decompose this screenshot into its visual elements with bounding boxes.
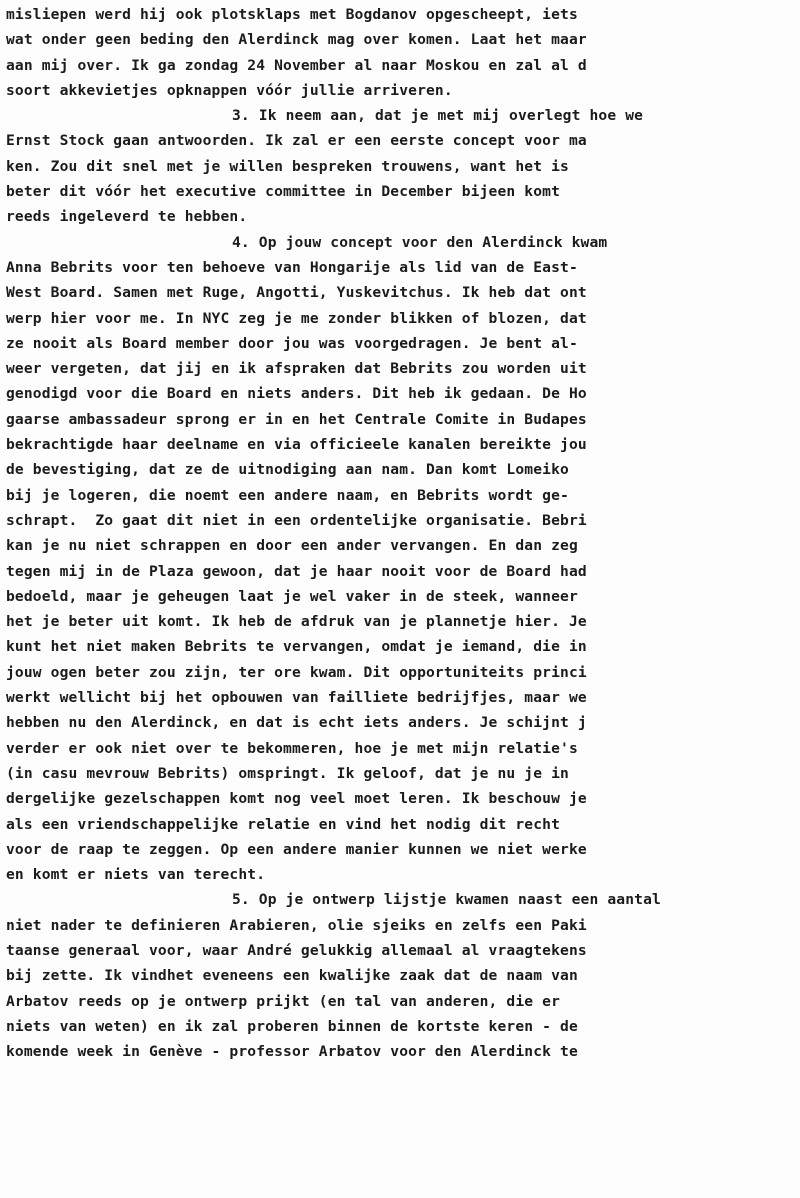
text-line: gaarse ambassadeur sprong er in en het Centrale Comite in Budapes xyxy=(6,410,587,428)
text-line: aan mij over. Ik ga zondag 24 November al naar Moskou en zal al d xyxy=(6,56,587,74)
text-line: werp hier voor me. In NYC zeg je me zonder blikken of blozen, dat xyxy=(6,309,587,327)
text-line: Arbatov reeds op je ontwerp prijkt (en tal van anderen, die er xyxy=(6,992,561,1010)
text-line: misliepen werd hij ook plotsklaps met Bogdanov opgescheept, iets xyxy=(6,6,578,23)
typescript-body xyxy=(6,2,796,1064)
text-line: kan je nu niet schrappen en door een ander vervangen. En dan zeg xyxy=(6,537,578,555)
text-line: beter dit vóór het executive committee in December bijeen komt xyxy=(6,183,561,201)
text-line: wat onder geen beding den Alerdinck mag over komen. Laat het maar xyxy=(6,31,587,49)
text-line: het je beter uit komt. Ik heb de afdruk van je plannetje hier. Je xyxy=(6,613,587,631)
text-line: bij je logeren, die noemt een andere naam, en Bebrits wordt ge- xyxy=(6,486,569,504)
text-line: taanse generaal voor, waar André gelukkig allemaal al vraagtekens xyxy=(6,941,587,959)
paragraph-start-line: 3. Ik neem aan, dat je met mij overlegt hoe we xyxy=(232,107,644,125)
text-line: West Board. Samen met Ruge, Angotti, Yuskevitchus. Ik heb dat ont xyxy=(6,284,587,302)
text-line: werkt wellicht bij het opbouwen van failliete bedrijfjes, maar we xyxy=(6,689,587,707)
text-line: tegen mij in de Plaza gewoon, dat je haar nooit voor de Board had xyxy=(6,562,587,580)
text-line: reeds ingeleverd te hebben. xyxy=(6,208,248,226)
text-line: dergelijke gezelschappen komt nog veel moet leren. Ik beschouw je xyxy=(6,790,587,808)
text-line: (in casu mevrouw Bebrits) omspringt. Ik geloof, dat je nu je in xyxy=(6,764,569,782)
text-line: ken. Zou dit snel met je willen bespreken trouwens, want het is xyxy=(6,157,569,175)
text-line: de bevestiging, dat ze de uitnodiging aan nam. Dan komt Lomeiko xyxy=(6,461,569,479)
text-line: jouw ogen beter zou zijn, ter ore kwam. Dit opportuniteits princi xyxy=(6,663,587,681)
text-line: komende week in Genève - professor Arbatov voor den Alerdinck te xyxy=(6,1043,578,1061)
text-line: niet nader te definieren Arabieren, olie sjeiks en zelfs een Paki xyxy=(6,916,587,934)
text-line: hebben nu den Alerdinck, en dat is echt iets anders. Je schijnt j xyxy=(6,714,587,732)
paragraph-start-line: 5. Op je ontwerp lijstje kwamen naast een aantal xyxy=(232,891,661,909)
text-line: en komt er niets van terecht. xyxy=(6,866,266,884)
text-line: soort akkevietjes opknappen vóór jullie arriveren. xyxy=(6,81,453,99)
text-line: als een vriendschappelijke relatie en vind het nodig dit recht xyxy=(6,815,561,833)
text-line: Ernst Stock gaan antwoorden. Ik zal er een eerste concept voor ma xyxy=(6,132,587,150)
text-line: bekrachtigde haar deelname en via officieele kanalen bereikte jou xyxy=(6,436,587,454)
text-line: bij zette. Ik vindhet eveneens een kwalijke zaak dat de naam van xyxy=(6,967,578,985)
text-line: niets van weten) en ik zal proberen binnen de kortste keren - de xyxy=(6,1017,578,1035)
text-line: weer vergeten, dat jij en ik afspraken dat Bebrits zou worden uit xyxy=(6,360,587,378)
text-line: kunt het niet maken Bebrits te vervangen, omdat je iemand, die in xyxy=(6,638,587,656)
text-line: verder er ook niet over te bekommeren, hoe je met mijn relatie's xyxy=(6,739,578,757)
paragraph-start-line: 4. Op jouw concept voor den Alerdinck kwam xyxy=(232,233,608,251)
text-line: bedoeld, maar je geheugen laat je wel vaker in de steek, wanneer xyxy=(6,587,578,605)
text-line: schrapt. Zo gaat dit niet in een ordentelijke organisatie. Bebri xyxy=(6,511,587,529)
text-line: ze nooit als Board member door jou was voorgedragen. Je bent al- xyxy=(6,334,578,352)
text-line: genodigd voor die Board en niets anders. Dit heb ik gedaan. De Ho xyxy=(6,385,587,403)
text-line: Anna Bebrits voor ten behoeve van Hongarije als lid van de East- xyxy=(6,258,578,276)
text-line: voor de raap te zeggen. Op een andere manier kunnen we niet werke xyxy=(6,840,587,858)
